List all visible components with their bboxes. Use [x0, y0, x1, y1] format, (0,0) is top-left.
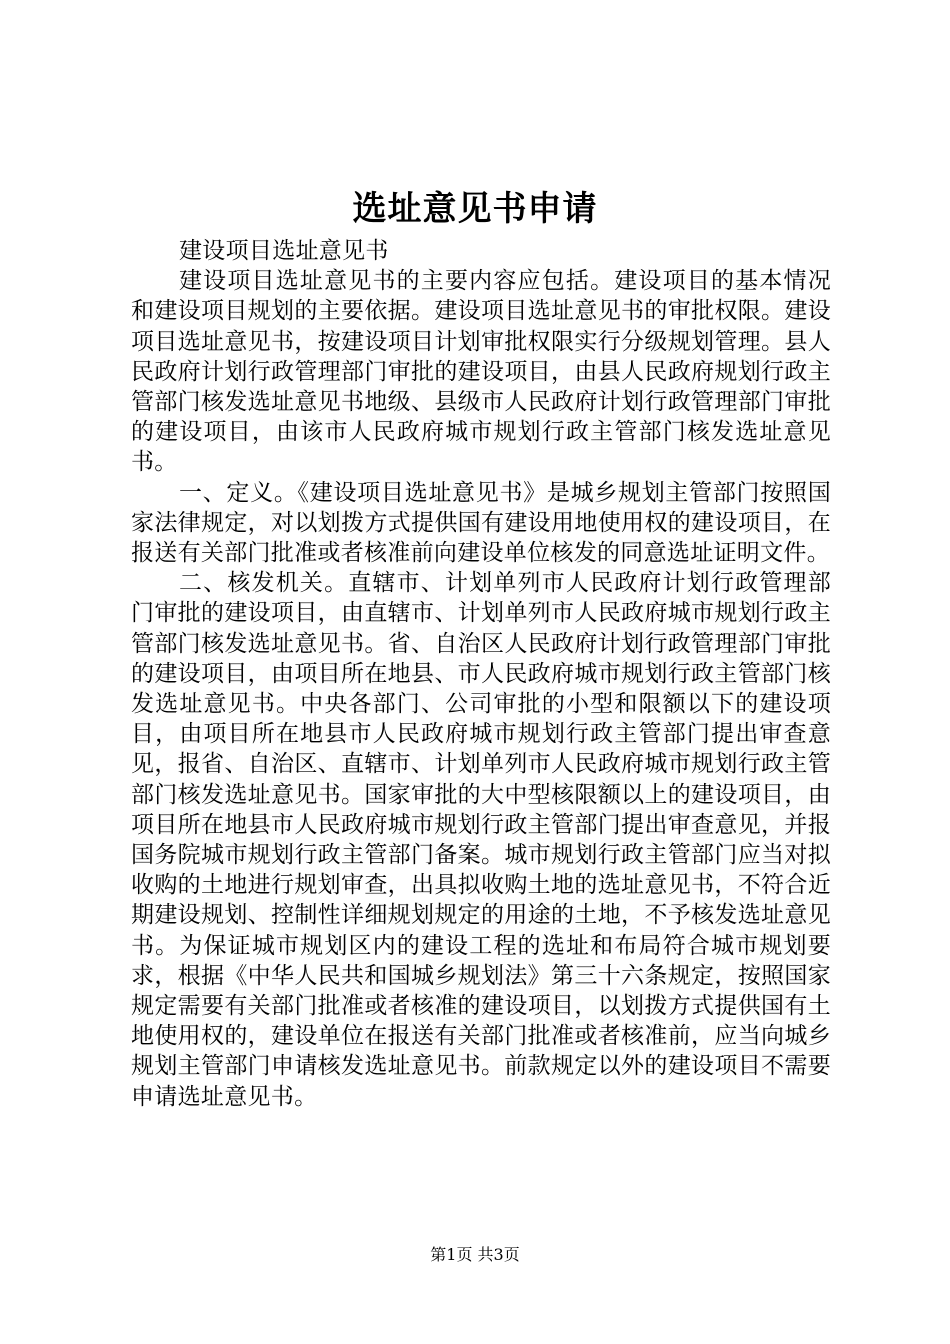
- body-paragraph-intro: 建设项目选址意见书的主要内容应包括。建设项目的基本情况和建设项目规划的主要依据。建设项目选址意见书的审批权限。建设项目选址意见书，按建设项目计划审批权限实行分级规划管理。县人民政府计划行政管理部门审批的建设项目，由县人民政府规划行政主管部门核发选址意见书地级、县级市人民政府计划行政管理部门审批的建设项目，由该市人民政府城市规划行政主管部门核发选址意见书。: [131, 268, 831, 476]
- body-paragraph-issuing-authority: 二、核发机关。直辖市、计划单列市人民政府计划行政管理部门审批的建设项目，由直辖市、计划单列市人民政府城市规划行政主管部门核发选址意见书。省、自治区人民政府计划行政管理部门审批的建设项目，由项目所在地县、市人民政府城市规划行政主管部门核发选址意见书。中央各部门、公司审批的小型和限额以下的建设项目，由项目所在地县市人民政府城市规划行政主管部门提出审查意见，报省、自治区、直辖市、计划单列市人民政府城市规划行政主管部门核发选址意见书。国家审批的大中型核限额以上的建设项目，由项目所在地县市人民政府城市规划行政主管部门提出审查意见，并报国务院城市规划行政主管部门备案。城市规划行政主管部门应当对拟收购的土地进行规划审查，出具拟收购土地的选址意见书，不符合近期建设规划、控制性详细规划规定的用途的土地，不予核发选址意见书。为保证城市规划区内的建设工程的选址和布局符合城市规划要求，根据《中华人民共和国城乡规划法》第三十六条规定，按照国家规定需要有关部门批准或者核准的建设项目，以划拨方式提供国有土地使用权的，建设单位在报送有关部门批准或者核准前，应当向城乡规划主管部门申请核发选址意见书。前款规定以外的建设项目不需要申请选址意见书。: [131, 570, 831, 1110]
- page-number-footer: 第1页 共3页: [430, 1245, 520, 1264]
- document-body: [131, 236, 831, 1112]
- body-paragraph-definition: 一、定义。《建设项目选址意见书》是城乡规划主管部门按照国家法律规定，对以划拨方式提供国有建设用地使用权的建设项目，在报送有关部门批准或者核准前向建设单位核发的同意选址证明文件。: [131, 479, 831, 567]
- document-title: 选址意见书申请: [352, 189, 598, 229]
- body-paragraph-heading: 建设项目选址意见书: [179, 238, 389, 264]
